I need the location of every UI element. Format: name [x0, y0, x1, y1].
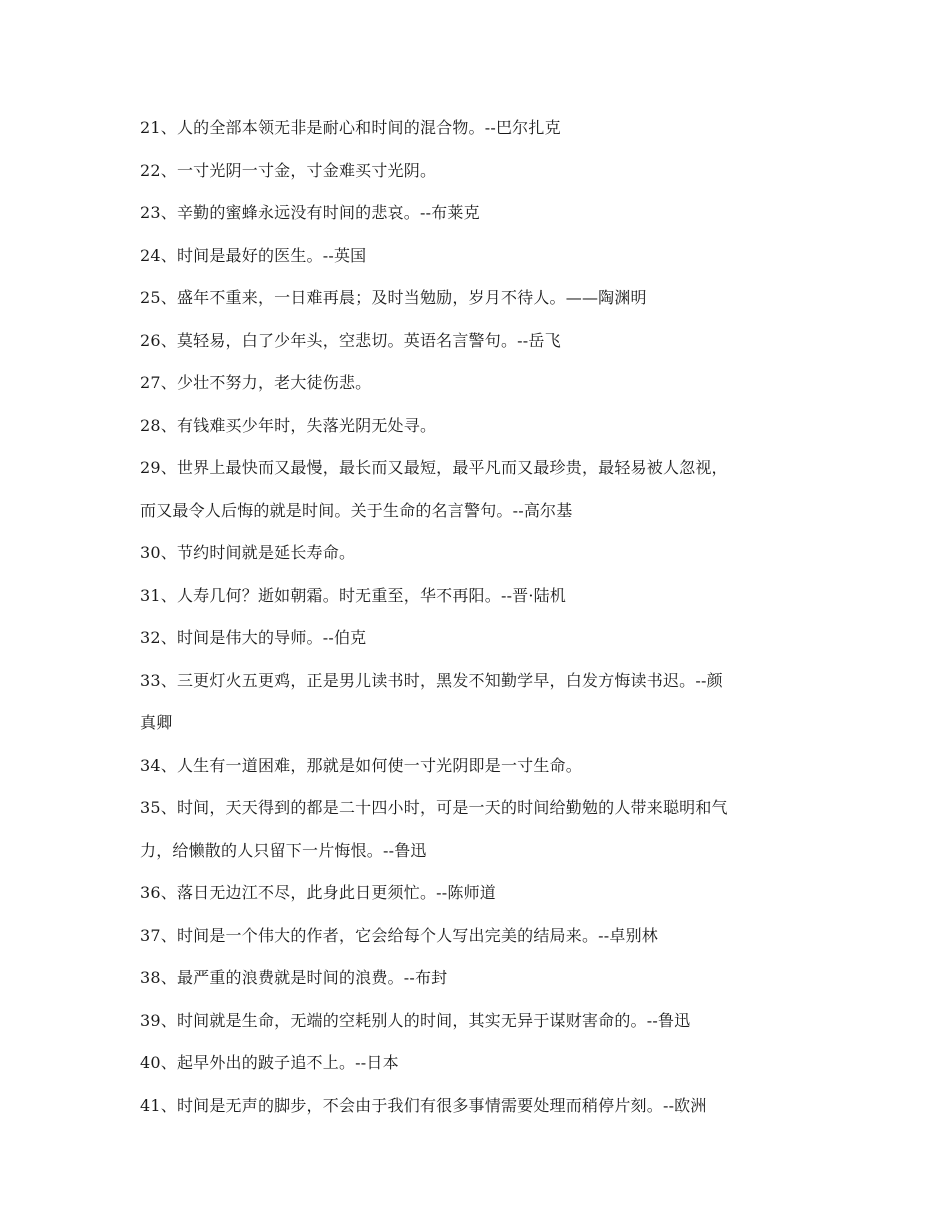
quote-line: 24、时间是最好的医生。--英国 — [140, 245, 367, 265]
quote-line: 31、人寿几何？逝如朝霜。时无重至，华不再阳。--晋·陆机 — [140, 585, 567, 605]
quote-line: 38、最严重的浪费就是时间的浪费。--布封 — [140, 968, 448, 987]
quote-line: 36、落日无边江不尽，此身此日更须忙。--陈师道 — [140, 883, 496, 902]
quote-line: 32、时间是伟大的导师。--伯克 — [140, 628, 367, 647]
quote-line: 40、起早外出的跛子追不上。--日本 — [140, 1053, 399, 1072]
quote-line: 41、时间是无声的脚步，不会由于我们有很多事情需要处理而稍停片刻。--欧洲 — [140, 1095, 707, 1115]
quote-line: 25、盛年不重来，一日难再晨；及时当勉励，岁月不待人。——陶渊明 — [140, 288, 647, 307]
quote-line: 37、时间是一个伟大的作者，它会给每个人写出完美的结局来。--卓别林 — [140, 925, 658, 945]
quote-line-continuation: 力，给懒散的人只留下一片悔恨。--鲁迅 — [140, 840, 427, 860]
quote-line: 26、莫轻易，白了少年头，空悲切。英语名言警句。--岳飞 — [140, 330, 561, 350]
quote-line: 28、有钱难买少年时，失落光阴无处寻。 — [140, 415, 437, 435]
quote-line: 22、一寸光阴一寸金，寸金难买寸光阴。 — [140, 160, 437, 180]
quote-line: 21、人的全部本领无非是耐心和时间的混合物。--巴尔扎克 — [140, 118, 561, 137]
quote-line: 35、时间，天天得到的都是二十四小时，可是一天的时间给勤勉的人带来聪明和气 — [140, 798, 728, 817]
quote-line-continuation: 而又最令人后悔的就是时间。关于生命的名言警句。--高尔基 — [140, 500, 573, 520]
quote-line: 30、节约时间就是延长寿命。 — [140, 543, 356, 562]
quote-line: 34、人生有一道困难，那就是如何使一寸光阴即是一寸生命。 — [140, 755, 582, 775]
quote-line: 33、三更灯火五更鸡，正是男儿读书时，黑发不知勤学早，白发方悔读书迟。--颜 — [140, 670, 723, 690]
quote-list — [140, 107, 830, 1127]
quote-line: 29、世界上最快而又最慢，最长而又最短，最平凡而又最珍贵，最轻易被人忽视， — [140, 458, 728, 477]
quote-line: 23、辛勤的蜜蜂永远没有时间的悲哀。--布莱克 — [140, 203, 480, 222]
quote-line: 39、时间就是生命，无端的空耗别人的时间，其实无异于谋财害命的。--鲁迅 — [140, 1010, 691, 1030]
quote-line-continuation: 真卿 — [140, 713, 173, 732]
quote-line: 27、少壮不努力，老大徒伤悲。 — [140, 373, 372, 392]
